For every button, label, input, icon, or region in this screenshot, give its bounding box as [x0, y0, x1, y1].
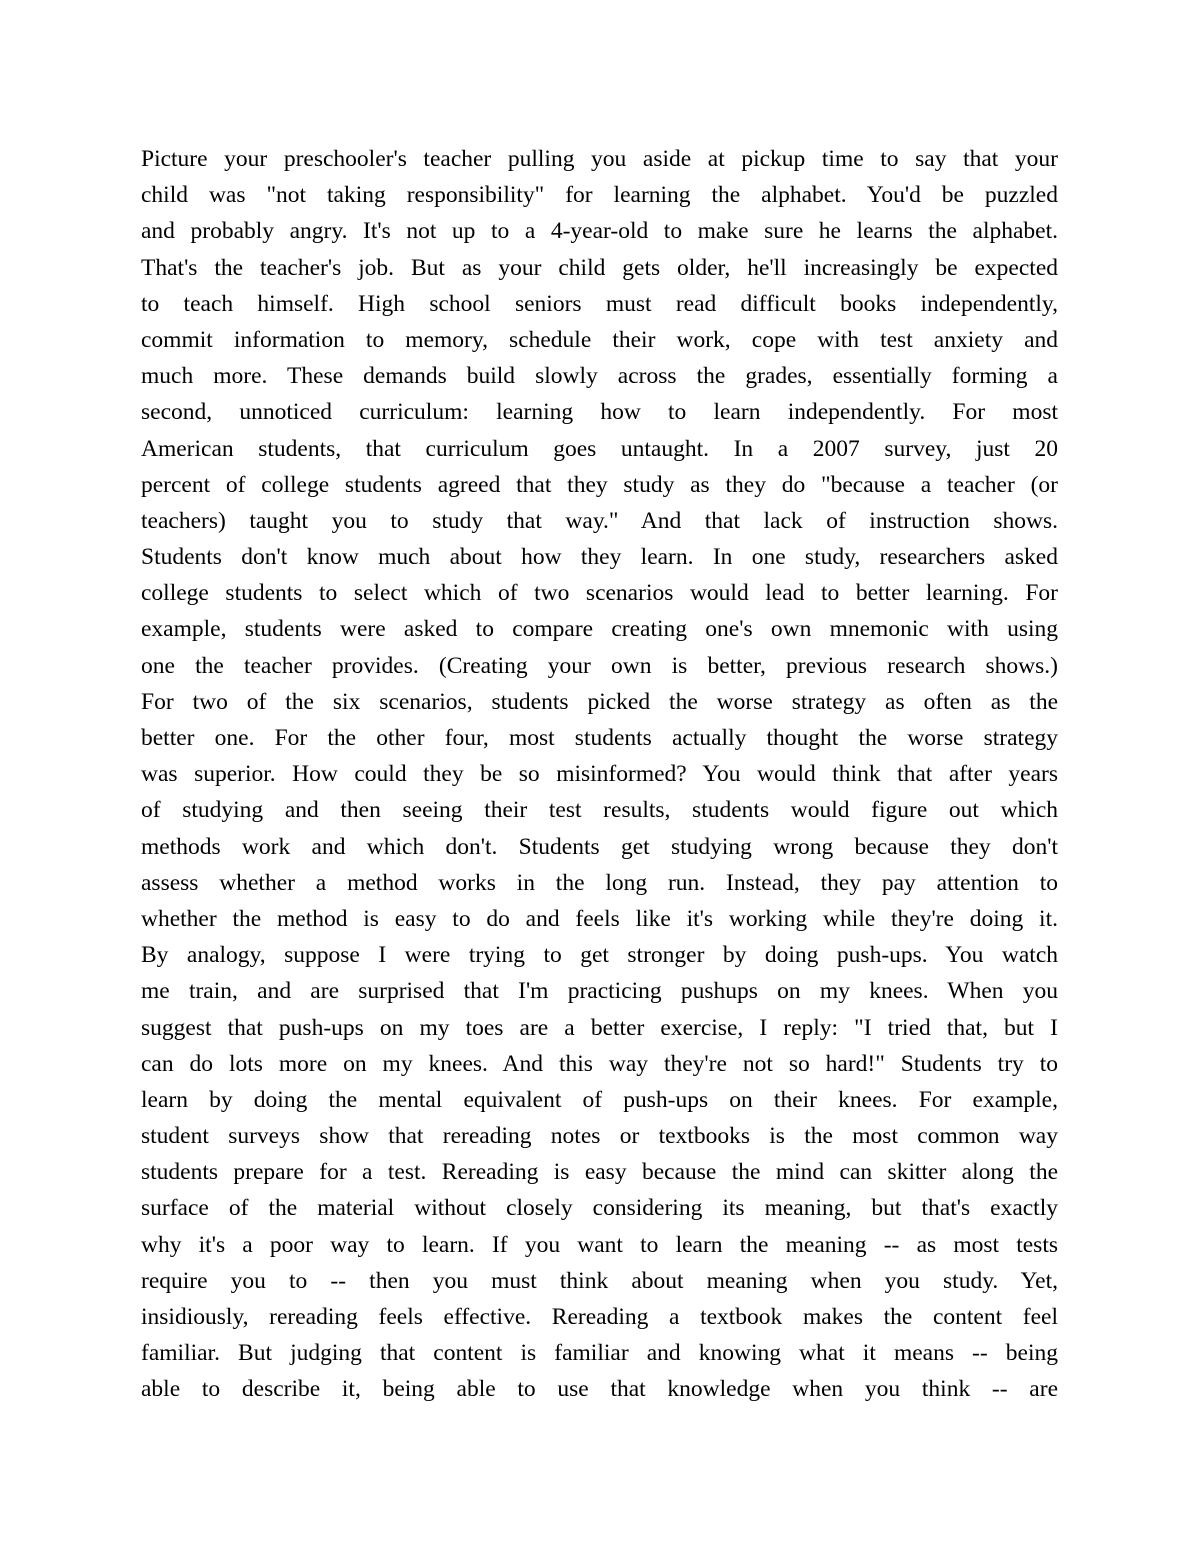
text-line-17: better one. For the other four, most students actually thought the worse strategy — [141, 725, 1058, 751]
text-line-11: teachers) taught you to study that way." And that lack of instruction shows. — [141, 507, 1058, 534]
text-line-32: require you to -- then you must think about meaning when you study. Yet, — [141, 1267, 1058, 1294]
text-line-9: American students, that curriculum goes untaught. In a 2007 survey, just 20 — [141, 435, 1058, 462]
text-line-6: commit information to memory, schedule their work, cope with test anxiety and — [141, 326, 1058, 353]
text-line-3: and probably angry. It's not up to a 4-year-old to make sure he learns the alphabet. — [141, 218, 1058, 245]
text-line-27: learn by doing the mental equivalent of push-ups on their knees. For example, — [141, 1086, 1058, 1113]
text-line-33: insidiously, rereading feels effective. Rereading a textbook makes the content feel — [141, 1304, 1058, 1330]
text-line-20: methods work and which don't. Students get studying wrong because they don't — [141, 833, 1058, 860]
body-paragraph — [141, 141, 1058, 1408]
text-line-30: surface of the material without closely considering its meaning, but that's exactly — [141, 1195, 1058, 1222]
text-line-28: student surveys show that rereading notes or textbooks is the most common way — [141, 1123, 1058, 1150]
text-line-8: second, unnoticed curriculum: learning how to learn independently. For most — [141, 399, 1058, 426]
text-line-15: one the teacher provides. (Creating your own is better, previous research shows.) — [141, 652, 1058, 679]
text-line-1: Picture your preschooler's teacher pulling you aside at pickup time to say that your — [141, 146, 1058, 172]
text-line-19: of studying and then seeing their test results, students would figure out which — [141, 797, 1058, 824]
text-line-4: That's the teacher's job. But as your child gets older, he'll increasingly be expected — [141, 254, 1058, 281]
text-line-10: percent of college students agreed that they study as they do "because a teacher (or — [141, 471, 1058, 498]
text-line-24: me train, and are surprised that I'm practicing pushups on my knees. When you — [141, 978, 1058, 1005]
text-line-26: can do lots more on my knees. And this way they're not so hard!" Students try to — [141, 1050, 1058, 1077]
text-line-14: example, students were asked to compare creating one's own mnemonic with using — [141, 616, 1058, 643]
text-line-18: was superior. How could they be so misinformed? You would think that after years — [141, 761, 1058, 788]
text-line-16: For two of the six scenarios, students picked the worse strategy as often as the — [141, 688, 1058, 715]
text-line-29: students prepare for a test. Rereading is easy because the mind can skitter along the — [141, 1159, 1058, 1186]
text-line-21: assess whether a method works in the long run. Instead, they pay attention to — [141, 869, 1058, 896]
text-line-2: child was "not taking responsibility" for learning the alphabet. You'd be puzzled — [141, 182, 1058, 209]
text-line-23: By analogy, suppose I were trying to get stronger by doing push-ups. You watch — [141, 942, 1058, 969]
text-line-5: to teach himself. High school seniors must read difficult books independently, — [141, 290, 1058, 317]
text-line-25: suggest that push-ups on my toes are a better exercise, I reply: "I tried that, but I — [141, 1014, 1058, 1041]
text-line-7: much more. These demands build slowly across the grades, essentially forming a — [141, 363, 1058, 390]
text-line-22: whether the method is easy to do and feels like it's working while they're doing it. — [141, 905, 1058, 932]
text-line-35: able to describe it, being able to use that knowledge when you think -- are — [141, 1376, 1058, 1403]
text-line-34: familiar. But judging that content is familiar and knowing what it means -- being — [141, 1340, 1058, 1367]
text-line-12: Students don't know much about how they learn. In one study, researchers asked — [141, 544, 1058, 571]
text-line-31: why it's a poor way to learn. If you want to learn the meaning -- as most tests — [141, 1231, 1058, 1258]
text-line-13: college students to select which of two scenarios would lead to better learning. For — [141, 580, 1058, 607]
